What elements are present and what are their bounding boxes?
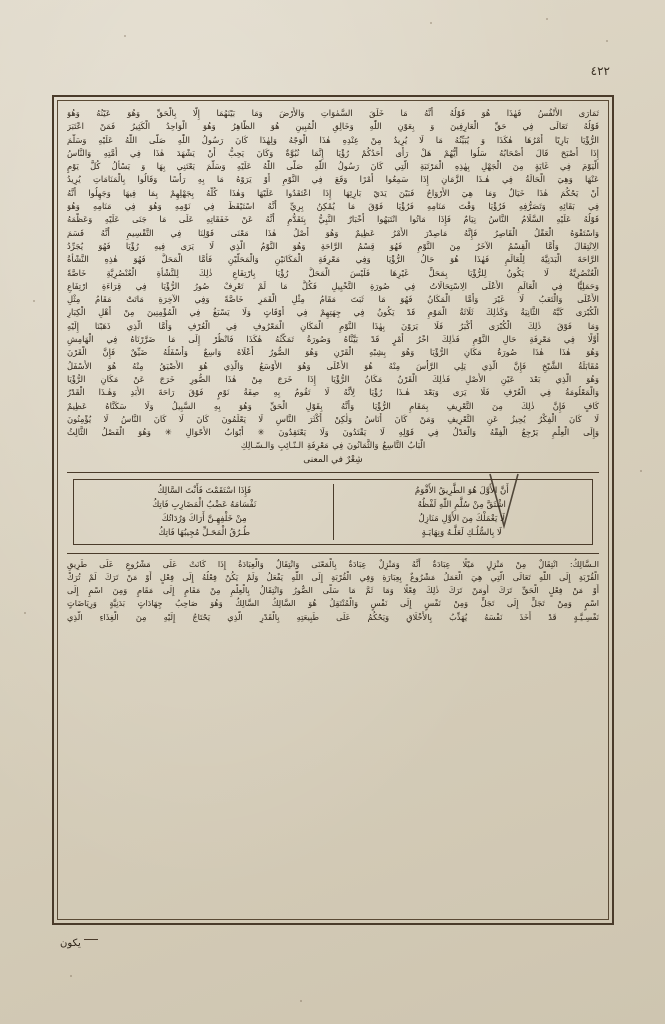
catchword-rule-icon (84, 939, 98, 940)
text-line: الْعُنْصُرِيَّةُ لَا يَكُونُ لِلرُّؤْيَا بِمَحَلٍّ غَيْرِهَا فَلَيْسَ الْمَحَلُّ رُؤْيَا بِارْتِفَاعِ ذٰلِكَ لِلنَّشْأَةِ الْعُنْصُرِيَّةِ خَاصَّةً (67, 267, 599, 278)
poem-box (73, 479, 593, 545)
text-line: الِانْتِقَالَ وَأَمَّا الْقِسْمُ الآخَرُ مِنَ النَّوْمِ فَهُوَ قِسْمُ الرَّاحَةِ وَهُوَ النَّوْمُ الَّذِي لَا يَرَى فِيهِ رُؤْيَا فَهُوَ يُجَرِّدُ (67, 240, 599, 251)
text-line: أَنْ يَحْكُمَ هٰذَا خَيَالٌ وَمَا هِيَ الأَرْوَاحُ فَبَيْنَ يَدَيْ بَارِئِهَا إِذَا اعْتَقَدُوا عَلَيْهَا وَهٰذَا كُلُّهُ بِجَهْلِهِمْ بِمَا فِيهَا وَجَهِلُوا أَنَّهُ (67, 187, 599, 198)
poem-column-right (334, 484, 591, 540)
paper-speck (606, 40, 608, 42)
text-line: وَمَا فَوْقَ ذٰلِكَ الْكُبْرَى أَكْبَرُ فَلَا يَرَوْنَ بِهٰذَا النَّوْمِ الْمَكَانِ الْمَعْرُوفِ فِي الْعُرْفِ وَأَمَّا الَّذِي ذَهَبْنَا إِلَيْهِ (67, 320, 599, 331)
divider-rule-bottom (67, 553, 599, 554)
catchword (60, 938, 98, 949)
text-line: الرُّؤْيَا بَارِيًا أَمْرُهَا هٰكَذَا وَ يُبَيِّنُهُ مَا لَا يُرِيدُ مِنْ عِنْدِهِ هٰذَا الْوَجْهُ وَلِهٰذَا كَانَ رَسُولُ اللّٰهِ صَلَّى اللّٰهُ عَلَيْهِ وَسَلَّمَ (67, 134, 599, 145)
poem-line: نَفْسَامَهُ عَضْبُ الْمَضَارِبِ فَاتِكُ (152, 499, 257, 510)
text-line: كَافٍ فَإِنَّ ذٰلِكَ مِنَ التَّعْرِيفِ بِمَقَامِ الرُّؤْيَا وَأَنَّهُ بِقَوْلِ الْحَقِّ وَهُوَ بِهِ السَّبِيلُ وَلَا سَكَنَّاهُ عَظِيمٌ (67, 400, 599, 411)
paper-speck (640, 470, 642, 472)
poem-line: لَا بِالسُّلُـكِ لَعَلَّـهُ وَنِهَايَـةٍ (421, 527, 502, 538)
text-line: وَالْمَعْلُومَةُ فِي الْعُرْفِ فَلَا يَرَى وَبَعْدَ هٰـذَا رُؤْيَا لِأَنَّهُ لَا تَقُومُ بِهِ صِفَةُ نَوْمٍ فَوْقَ رَاحَةَ الأَبَدِ وَهٰـذَا الْقَدْرُ (67, 387, 599, 398)
text-line: نَفْسِـيَّـةٍ قَدْ أَخَذَ نَفْسَهُ يُهَذِّبُ بِالأَخْلَاقِ وَيَحْكُمُ عَلَى طَبِيعَتِهِ بِالْقَدْرِ الَّذِي يَحْتَاجُ إِلَيْهِ مِنَ الْغِذَاءِ الَّذِي (67, 611, 599, 622)
poem-line: طُـرُقُ الْمَحَـلِّ مُجِيبُهَا فَاتِكُ (158, 527, 251, 538)
text-line: أَوَّلًا فِي مَعْرِفَةِ حَالِ النَّوْمِ فَذٰلِكَ اخْرُ أَمْرٍ قَدْ بَيَّنَّاهُ وَصُورَةُ تَمَكَّنُهُ هٰكَذَا فَانْظُرْ إِلَى مَا ضَرَّرْنَاهُ فِي الْهَامِشِ (67, 334, 599, 345)
text-line: الرَّاحَةَ الْبَدَنِيَّةَ لِلْعَالَمِ فَهٰذَا هُوَ حَالُ الرُّؤْيَا وَفِي مَعْرِفَةِ الْمَكَانَيْنِ وَالْمَحَلَّيْنِ فَأَمَّا الْمَحَلُّ فَهُوَ هٰذِهِ النَّشْأَةُ (67, 254, 599, 265)
text-frame (52, 95, 614, 925)
poem-line: مِنْ خَلْفِهِـنَّ أَرَاكَ وَرُدَاتُكَ (161, 513, 247, 524)
poem-line: لَا يَعْمَلْكَ مِنَ الأَوَّلِ مَنَازِلُ (418, 513, 505, 524)
text-line: أَوْ مَنْ فِعْلٍ الْحَقِّ تَرَكَ أُومَنْ تَرَكَ ذٰلِكَ فِعْلًا وَمَا ثَمَّ مَا سَلَّى الصُّورُ وَانْتِقَالُ بِالْعِلْمِ مِنْ مَقَامٍ إِلَى مَقَامٍ وَمِنَ اسْمٍ إِلَى (67, 585, 599, 596)
paper-speck (24, 612, 26, 614)
text-line: الأَعْلَى وَالْتَعَبُ لَا غَيْرَ وَأَمَّا الْمَكَانُ فَهُوَ مَا ثَبَتَ مَقَامُ مِثْلِ الْقَمَرِ خَاصَّةً وَفِي الآخِرَةِ مَاتَتْ مَقَامُ مِثْلِ (67, 294, 599, 305)
poem-heading: شِعْرٌ في المعنى (303, 454, 363, 465)
paper-speck (546, 18, 548, 20)
poem-column-divider (333, 484, 334, 540)
poem-column-left (76, 484, 333, 540)
text-line: عَنْهَا وَهِيَ الْحَالَةُ فِي هٰـذَا الزَّمَانِ إِذَا سَمِعُوا أَمْرًا وَقَعَ فِي النَّوْمِ أَوْ يَرَوْهُ مَا بِهِ رَأْسًا وَقَالُوا بِالْمَنَامَاتِ يُرِيدُ (67, 174, 599, 185)
poem-line: أَنَّ الأَوَّلَ هُوَ الطَّرِيقُ الأَقْوَمُ (414, 485, 509, 496)
poem-line: فَإِذَا اسْتَقَمْتَ فَأَنْتَ السَّالِكُ (157, 485, 252, 496)
text-line: لَا كَانَ الْفِكْرُ يُحِيزُ عَنِ التَّعْرِيفِ وَمَنْ كَانَ أَنَاسُ وَلٰكِنْ أَكْثَرَ النَّاسِ لَا يَعْلَمُونَ كَانَ لَا كَانَ النَّاسُ لَا يُؤْمِنُونَ (67, 413, 599, 424)
text-line: الْكُبْرَى كَبَّهُ الثَّانِيَةُ وَكَذٰلِكَ ثَلَاثَةُ الْمَوْمِ قَدْ يَكُونُ فِي جِهَتِهِمْ فِي أَوْقَاتٍ وَلَا يَسْبَغُ فِي الْمُؤْمِنِينَ مِنْ أَهْلِ الْكِبَارِ (67, 307, 599, 318)
poem-line: اشْتَقَّ مِنْ سُلَّمِ اللّٰهِ لَفْظُهُ (417, 499, 506, 510)
text-line: وَهُوَ هٰذَا هٰذَا صُورَةُ مَكَانِ الرُّؤْيَا وَهُوَ بِشِبْهِ الْقَرْنِ وَهُوَ الصُّورُ أَعْلَاهُ وَاسِعٌ وَأَسْفَلُهُ ضَيِّقٌ فَإِنَّ الْقَرْنَ (67, 347, 599, 358)
paper-speck (300, 1000, 302, 1002)
text-line: وَاسْتَقْوَهُ الْعَقْلُ الْقَاصِرُ فَإِنَّهُ مَاصِدْرَ الأَمْرُ عَظِيمٌ وَهُوَ أَصْلُ هٰذَا مَعْنَى قَوْلِنَا فِي التَّقْسِيمِ أَنَّهُ قَسَمَ (67, 227, 599, 238)
text-line: تَمَارَى الأَنْفُسُ فَهٰذَا هُوَ قَوْلُهُ أَنَّهُ مَا خَلَقَ السَّمٰوَاتِ وَالأَرْضَ وَمَا بَيْنَهُمَا إِلَّا بِالْحَقِّ وَهُوَ عَيْنُهُ وَهُوَ (67, 108, 599, 118)
paper-speck (70, 975, 72, 977)
text-line: وَحَمَلِيًّا فِي الْعَالَمِ الأَعْلَى الِاسْتِحَالَاتُ فِي صُورَةِ التَّخْيِيلِ فَكُلُّ مَا لَمْ تَعْرِفْ صُورُ الرُّؤْيَا فِي قِرَاءَةِ ارْتِفَاعِ (67, 280, 599, 291)
text-line: قَوْلُهُ تَعَالَى فِي حَقِّ الْعَارِفِينَ وَ بِعَوْنِ اللّٰهِ وَخَالِقِ الْمُبِينِ هُوَ الظَّاهِرُ وَهُوَ الْوَاحِدُ الْكَثِيرُ فَمَنْ اعْتَبَرَ (67, 121, 599, 132)
text-line: اسْمٍ وَمِنْ تَجَلٍّ إِلَى تَجَلٍّ وَمِنْ نَفْسٍ إِلَى نَفْسٍ وَالْمُنْتَقِلُ هُوَ السَّالِكُ السَّالِكُ وَهُوَ صَاحِبُ جِهَادَاتٍ بَدَنِيَّةٍ وَرِيَاضَاتٍ (67, 598, 599, 609)
page-number: ٤٢٢ (590, 64, 610, 78)
paper-speck (33, 300, 35, 302)
divider-rule-top (67, 472, 599, 473)
text-line: وَهُوَ الَّذِي بَعْدَ عَيْنِ الأَصْلِ فَذٰلِكَ الْقَرْنُ مَكَانُ الرُّؤْيَا إِذَا خَرَجَ مِنْ هٰذَا الصُّورِ خَرَجَ عَنْ مَكَانِ الرُّؤْيَا (67, 373, 599, 384)
chapter-heading-line: وَإِلَى الْعِلْمِ يَرْجِعُ الْفِقْهُ وَالْعَدْلُ فِي قَوْلِهِ لَا يَقْتَدُونَ وَلَا يَعْتَقِدُونَ ✳ أَبْوَابُ الأَحْوَالِ ✳ وَهُوَ الْفَصْلُ الثَّالِثُ (67, 427, 599, 438)
catchword-text: يكون (60, 938, 81, 949)
tail-text-block (67, 558, 599, 624)
paper-speck (124, 35, 126, 37)
paper-speck (430, 22, 432, 24)
text-line: الْقُرْبَةِ إِلَى اللّٰهِ تَعَالَى الَّتِي هِيَ الْعَمَلُ مَشْرُوعٌ بِعِبَارَةِ وَفِي الْقُرْبَةِ إِلَى اللّٰهِ يَفْعَلُ وَلَمْ يَكُنْ فِعْلُهُ إِلَى فِعْلٍ أَوْ مَنْ تَرَكَ لَمْ تُرَكْ (67, 571, 599, 582)
text-line: إِذَا أَصْبَحَ قَالَ أَصْحَابُهُ سَلُوا أَيُّهُمْ هَلْ رَأَى أَحَدُكُمْ رُؤْيَا إِنَّمَا نُبُوَّةٌ وَكَانَ يَحِبُّ أَنْ يَشْهَدَ هٰذَا فِي أُمَّتِهِ وَالنَّاسُ (67, 147, 599, 158)
text-line: قَوْلُهُ عَلَيْهِ السَّلَامُ النَّاسُ نِيَامٌ فَإِذَا مَاتُوا انْتَبَهُوا أَخْبَارٌ النَّبِيُّ بِتَقَدُّمِ أَنَّهُ عَنْ خَفَقَاتِهِ عَلَى مَا جَنَى عَلَيْهِ وَعَظَّمَهُ (67, 214, 599, 225)
section-heading: الْبَابُ التَّاسِعُ وَالثَّمَانُونَ فِي مَعْرِفَةِ الـنّـائِبِ وَالـسّـالِكِ (240, 440, 426, 451)
text-line: الـسَّالِكُ: انْتِقَالٌ مِنْ مَنْزِلٍ مَيْلًا عِبَادَةٌ أَنَّهُ وَمَنْزِلٌ عِبَادَةٌ بِالْمَعْنَى وَانْتِقَالٌ وَالْعِبَادَةُ إِذَا كَانَتْ عَلَى مَشْرُوعٍ عَلَى طَرِيقِ (67, 558, 599, 569)
text-line: الْيَوْمَ فِي غَايَةٍ مِنَ الْجَهْلِ بِهٰذِهِ الْمَرْتَبَةِ الَّتِي كَانَ رَسُولُ اللّٰهِ صَلَّى اللّٰهُ عَلَيْهِ وَسَلَّمَ يَعْتَنِي بِهَا وَ يَسْأَلُ كُلَّ يَوْمٍ (67, 161, 599, 172)
text-line: فِي بَقَائِهِ وَتَصَرُّفِهِ فَرُؤْيَا وَقْتَ مَنَامِهِ فَرُؤْيَا فَوْقَ مَا يُمْكِنُ بِرِيِّ أَنَّهُ اسْتَيْقَظَ فِي نَوْمِهِ وَهُوَ فِي مَنَامِهِ وَهُوَ (67, 201, 599, 212)
main-text-block (67, 107, 599, 453)
text-line: مُقَابَلَةُ الشَّيْخِ فَإِنَّ الَّذِي يَلِي الرَّأْسَ مِنْهُ هُوَ الأَعْلَى وَهُوَ الأَوْسَعُ وَالَّذِي هُوَ الأَضْيَقُ مِنْهُ هُوَ الأَسْفَلُ (67, 360, 599, 371)
